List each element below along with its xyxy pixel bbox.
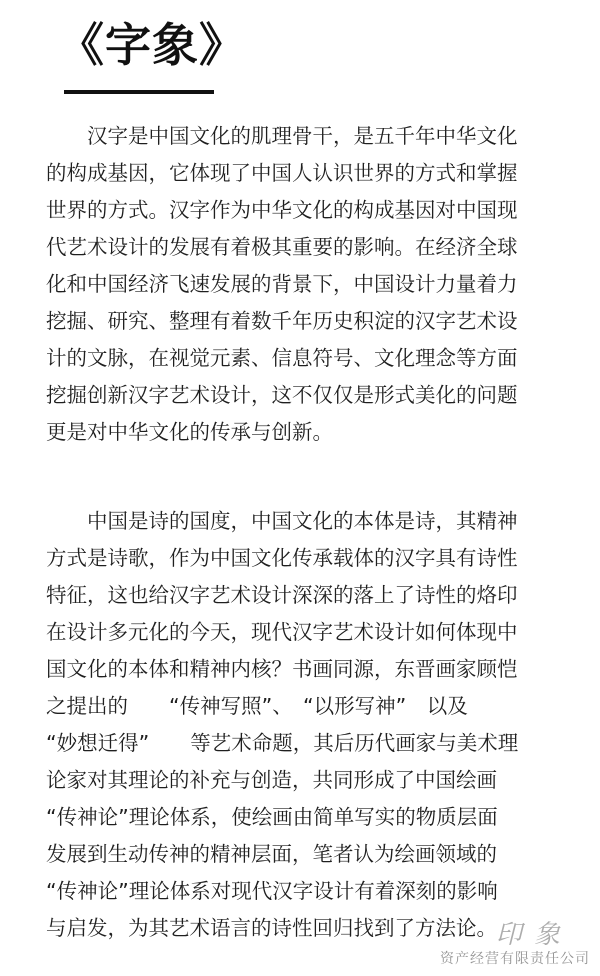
paragraph-line: 世界的方式。汉字作为中华文化的构成基因对中国现 (46, 198, 518, 222)
paragraph-line: 特征，这也给汉字艺术设计深深的落上了诗性的烙印 (46, 583, 518, 607)
paragraph-line: “传神论”理论体系对现代汉字设计有着深刻的影响 (46, 879, 498, 903)
watermark-logo: 印 象 (495, 920, 562, 950)
paragraph-line: 国文化的本体和精神内核？书画同源，东晋画家顾恺 (46, 657, 518, 681)
paragraph-line: 论家对其理论的补充与创造，共同形成了中国绘画 (46, 768, 497, 792)
paragraph-line: 代艺术设计的发展有着极其重要的影响。在经济全球 (46, 235, 518, 259)
watermark-text: 资产经营有限责任公司 (440, 951, 590, 967)
paragraph-line: 挖掘、研究、整理有着数千年历史积淀的汉字艺术设 (46, 309, 518, 333)
paragraph-line: “妙想迁得” 等艺术命题，其后历代画家与美术理 (46, 731, 519, 755)
paragraph-line: “传神论”理论体系，使绘画由简单写实的物质层面 (46, 805, 498, 829)
paragraph-line: 发展到生动传神的精神层面，笔者认为绘画领域的 (46, 842, 497, 866)
paragraph-line: 汉字是中国文化的肌理骨干，是五千年中华文化 (46, 124, 518, 148)
paragraph-line: 的构成基因，它体现了中国人认识世界的方式和掌握 (46, 161, 518, 185)
paragraph-line: 中国是诗的国度，中国文化的本体是诗，其精神 (46, 509, 518, 533)
paragraph-line: 计的文脉，在视觉元素、信息符号、文化理念等方面 (46, 346, 518, 370)
paragraph-line: 化和中国经济飞速发展的背景下，中国设计力量着力 (46, 272, 518, 296)
title-underline (64, 90, 214, 94)
paragraph-line: 更是对中华文化的传承与创新。 (46, 420, 333, 444)
paragraph-line: 在设计多元化的今天，现代汉字艺术设计如何体现中 (46, 620, 518, 644)
paragraph-line: 挖掘创新汉字艺术设计，这不仅仅是形式美化的问题 (46, 383, 518, 407)
paragraph-line: 方式是诗歌，作为中国文化传承载体的汉字具有诗性 (46, 546, 518, 570)
article-title: 《字象》 (58, 18, 246, 72)
paragraph-line: 之提出的 “传神写照”、 “以形写神” 以及 (46, 694, 468, 718)
paragraph-line: 与启发，为其艺术语言的诗性回归找到了方法论。 (46, 916, 497, 940)
